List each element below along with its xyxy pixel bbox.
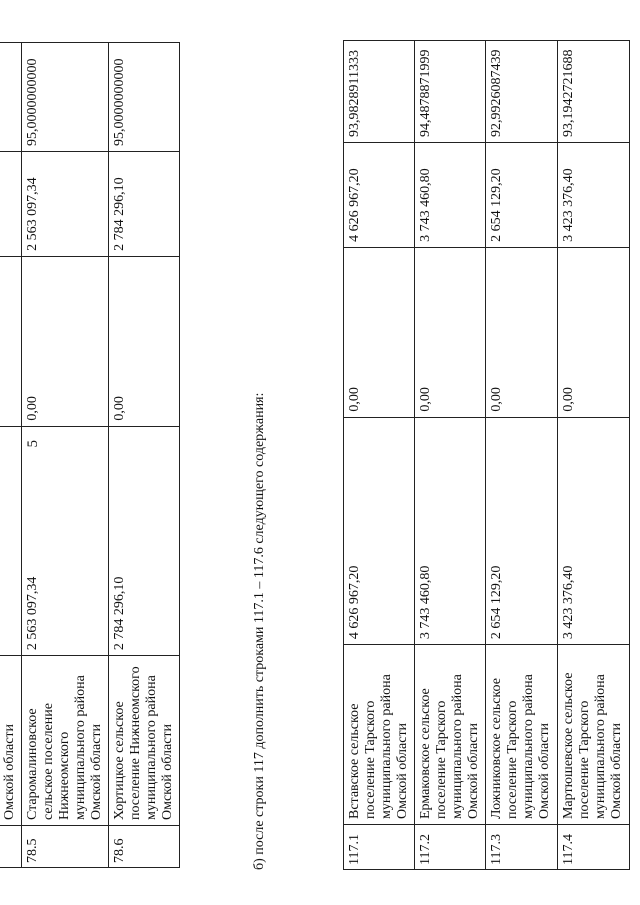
amount-cell: 0,00 — [558, 247, 630, 417]
row-number: 117.2 — [415, 825, 486, 870]
percent-cell: 93,9828911333 — [344, 41, 415, 143]
amount-cell: 3 423 376,40 — [558, 143, 630, 248]
amount-cell: 4 626 967,20 — [344, 143, 415, 248]
table-row — [109, 43, 180, 868]
row-number: 78.6 — [109, 826, 180, 868]
amount-cell: 0,00 — [22, 256, 109, 426]
amount-cell: 2 784 296,10 — [109, 426, 180, 656]
amount-cell: 0,00 — [344, 247, 415, 417]
amount-cell — [0, 152, 22, 257]
amount-cell: 3 423 376,40 — [558, 417, 630, 645]
percent-cell: 94,4878871999 — [415, 41, 486, 143]
settlement-name: Вставское сельское поселение Тарского муниципального района Омской области — [344, 645, 415, 825]
table-row — [22, 43, 109, 868]
settlement-name: Мартюшевское сельское поселение Тарского муниципального района Омской области — [558, 645, 630, 825]
amount-cell: 2 654 129,20 — [486, 417, 558, 645]
amount-cell: 4 626 967,20 — [344, 417, 415, 645]
amount-cell: 0,00 — [486, 247, 558, 417]
subsidy-table-bottom — [343, 40, 630, 870]
table-row — [558, 41, 630, 870]
percent-cell: 92,9926087439 — [486, 41, 558, 143]
settlement-name: Ермаковское сельское поселение Тарского муниципального района Омской области — [415, 645, 486, 825]
amount-cell: 2 563 097,34 — [22, 426, 109, 656]
percent-cell — [0, 43, 22, 152]
page-number: 5 — [25, 440, 41, 448]
percent-cell: 95,0000000000 — [22, 43, 109, 152]
amount-cell: 3 743 460,80 — [415, 417, 486, 645]
table-row — [415, 41, 486, 870]
amount-cell — [0, 426, 22, 656]
row-number — [0, 826, 22, 868]
row-number: 117.1 — [344, 825, 415, 870]
amount-cell — [0, 256, 22, 426]
table-row — [0, 43, 22, 868]
table-row — [344, 41, 415, 870]
settlement-name: Хортицкое сельское поселение Нижнеомского муниципального района Омской области — [109, 656, 180, 826]
row-number: 117.3 — [486, 825, 558, 870]
subsidy-table-top — [0, 42, 180, 868]
amount-cell: 2 654 129,20 — [486, 143, 558, 248]
row-number: 117.4 — [558, 825, 630, 870]
amount-cell: 0,00 — [109, 256, 180, 426]
settlement-name: Омской области — [0, 656, 22, 826]
settlement-name: Ложниковское сельское поселение Тарского муниципального района Омской области — [486, 645, 558, 825]
row-number: 78.5 — [22, 826, 109, 868]
amount-cell: 2 563 097,34 — [22, 152, 109, 257]
table-row — [486, 41, 558, 870]
percent-cell: 93,1942721688 — [558, 41, 630, 143]
amount-cell: 0,00 — [415, 247, 486, 417]
amount-cell: 2 784 296,10 — [109, 152, 180, 257]
amount-cell: 3 743 460,80 — [415, 143, 486, 248]
amendment-instruction: б) после строки 117 дополнить строками 117.1 – 117.6 следующего содержания: — [252, 392, 267, 870]
percent-cell: 95,0000000000 — [109, 43, 180, 152]
settlement-name: Старомалиновское сельское поселение Нижнеомского муниципального района Омской области — [22, 656, 109, 826]
